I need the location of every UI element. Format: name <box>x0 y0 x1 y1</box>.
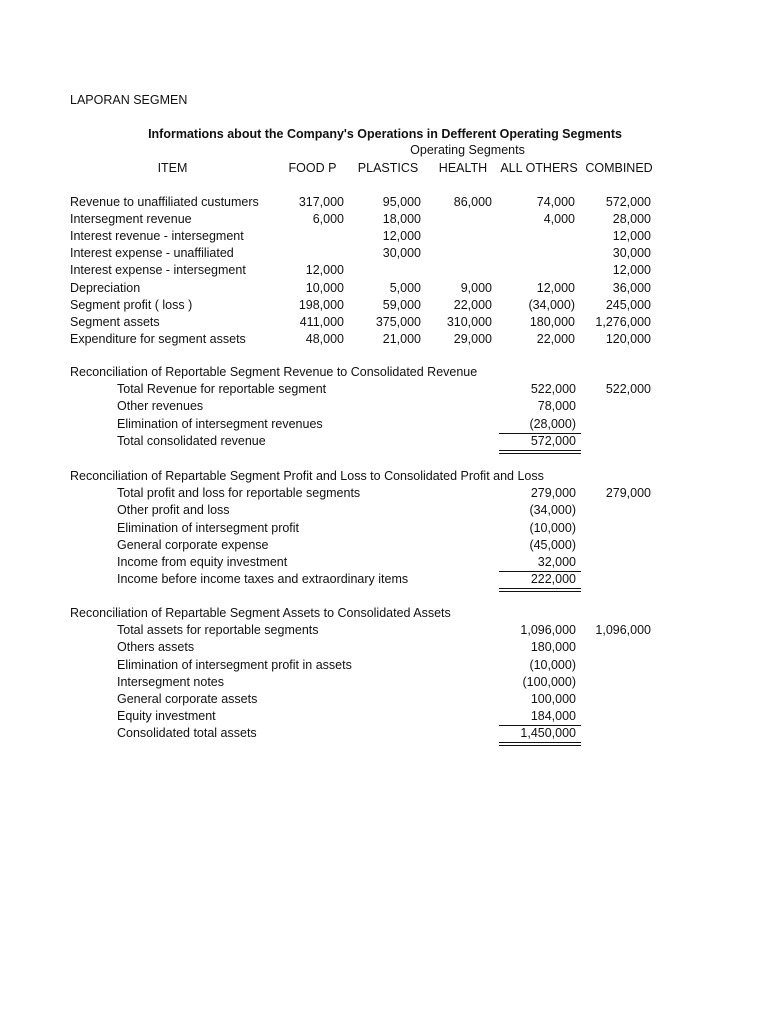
cell-combined: 572,000 <box>605 195 651 209</box>
reconciliation-label: Total consolidated revenue <box>117 433 266 448</box>
row-label: Depreciation <box>70 280 141 295</box>
reconciliation-label: Elimination of intersegment revenues <box>117 416 323 431</box>
total-rule-profit <box>499 571 581 572</box>
cell-health: 22,000 <box>453 297 492 312</box>
cell-food: 10,000 <box>305 280 344 295</box>
reconciliation-label: Consolidated total assets <box>117 726 257 741</box>
reconciliation-value: 78,000 <box>537 399 576 414</box>
cell-plastics: 375,000 <box>375 314 421 329</box>
reconciliation-combined: 1,096,000 <box>595 623 651 638</box>
column-header-plastics: PLASTICS <box>357 161 419 175</box>
row-label: Intersegment revenue <box>70 212 192 227</box>
row-label: Segment assets <box>70 314 160 329</box>
cell-plastics: 30,000 <box>382 246 421 261</box>
cell-all-others: (34,000) <box>528 297 575 312</box>
reconciliation-value: 32,000 <box>537 555 576 569</box>
table-subheading: Operating Segments <box>410 143 525 157</box>
reconciliation-value: (10,000) <box>529 657 576 672</box>
cell-combined: 245,000 <box>605 297 651 312</box>
reconciliation-label: Total Revenue for reportable segment <box>117 382 327 397</box>
page-title: LAPORAN SEGMEN <box>70 93 188 107</box>
reconciliation-combined: 279,000 <box>605 486 651 501</box>
reconciliation-value: 100,000 <box>530 692 576 706</box>
reconciliation-label: Income before income taxes and extraordinary items <box>117 572 409 587</box>
cell-food: 6,000 <box>312 212 344 227</box>
cell-combined: 36,000 <box>612 280 651 295</box>
reconciliation-value: (45,000) <box>529 537 576 552</box>
reconciliation-value: (34,000) <box>529 503 576 518</box>
row-label: Interest revenue - intersegment <box>70 229 244 244</box>
cell-plastics: 5,000 <box>389 280 421 295</box>
reconciliation-value: (10,000) <box>529 520 576 535</box>
row-label: Expenditure for segment assets <box>70 331 246 346</box>
total-double-rule-profit <box>499 588 581 589</box>
cell-health: 86,000 <box>453 195 492 209</box>
reconciliation-label: Equity investment <box>117 709 216 724</box>
column-header-all-others: ALL OTHERS <box>500 161 578 175</box>
reconciliation-value: 222,000 <box>530 572 576 587</box>
reconciliation-value: 180,000 <box>530 640 576 655</box>
column-header-health: HEALTH <box>438 161 488 175</box>
cell-health: 9,000 <box>460 280 492 295</box>
total-double-rule-revenue <box>499 453 581 454</box>
total-double-rule-assets <box>499 745 581 746</box>
reconciliation-label: Elimination of intersegment profit in assets <box>117 657 352 672</box>
reconciliation-title-revenue: Reconciliation of Reportable Segment Revenue to Consolidated Revenue <box>70 365 478 379</box>
total-rule-assets <box>499 725 581 726</box>
reconciliation-value: 572,000 <box>530 433 576 448</box>
reconciliation-label: Total profit and loss for reportable segments <box>117 486 361 501</box>
reconciliation-value: (100,000) <box>522 674 576 689</box>
reconciliation-label: Total assets for reportable segments <box>117 623 319 638</box>
reconciliation-label: Elimination of intersegment profit <box>117 520 300 535</box>
reconciliation-title-profit: Reconciliation of Repartable Segment Profit and Loss to Consolidated Profit and Loss <box>70 469 544 483</box>
cell-all-others: 12,000 <box>536 280 575 295</box>
cell-food: 411,000 <box>299 314 344 329</box>
column-header-combined: COMBINED <box>585 161 653 175</box>
column-header-item: ITEM <box>157 161 188 175</box>
row-label: Revenue to unaffiliated custumers <box>70 195 259 209</box>
cell-all-others: 180,000 <box>529 314 575 329</box>
reconciliation-value: 1,096,000 <box>520 623 576 638</box>
reconciliation-value: 522,000 <box>530 382 576 397</box>
total-double-rule-revenue <box>499 450 581 451</box>
row-label: Interest expense - intersegment <box>70 263 246 278</box>
cell-plastics: 95,000 <box>382 195 421 209</box>
reconciliation-label: Others assets <box>117 640 195 655</box>
reconciliation-value: (28,000) <box>529 416 576 431</box>
cell-health: 310,000 <box>446 314 492 329</box>
cell-combined: 120,000 <box>605 331 651 346</box>
cell-food: 48,000 <box>305 331 344 346</box>
row-label: Interest expense - unaffiliated <box>70 246 234 261</box>
reconciliation-value: 279,000 <box>530 486 576 501</box>
reconciliation-label: Other revenues <box>117 399 204 414</box>
column-header-food: FOOD P <box>288 161 337 175</box>
cell-health: 29,000 <box>453 331 492 346</box>
cell-all-others: 4,000 <box>543 212 575 227</box>
reconciliation-label: General corporate assets <box>117 692 258 706</box>
reconciliation-label: Intersegment notes <box>117 674 225 689</box>
reconciliation-label: General corporate expense <box>117 537 269 552</box>
total-double-rule-assets <box>499 742 581 743</box>
cell-plastics: 18,000 <box>382 212 421 227</box>
total-rule-revenue <box>499 433 581 434</box>
row-label: Segment profit ( loss ) <box>70 297 193 312</box>
reconciliation-combined: 522,000 <box>605 382 651 397</box>
reconciliation-label: Income from equity investment <box>117 555 288 569</box>
cell-plastics: 59,000 <box>382 297 421 312</box>
cell-food: 198,000 <box>298 297 344 312</box>
total-double-rule-profit <box>499 591 581 592</box>
reconciliation-value: 1,450,000 <box>520 726 576 741</box>
cell-food: 12,000 <box>305 263 344 278</box>
cell-plastics: 21,000 <box>382 331 421 346</box>
cell-all-others: 74,000 <box>536 195 575 209</box>
reconciliation-title-assets: Reconciliation of Repartable Segment Assets to Consolidated Assets <box>70 606 451 620</box>
reconciliation-value: 184,000 <box>530 709 576 724</box>
cell-combined: 30,000 <box>612 246 651 261</box>
cell-plastics: 12,000 <box>382 229 421 244</box>
cell-food: 317,000 <box>298 195 344 209</box>
table-heading: Informations about the Company's Operations in Defferent Operating Segments <box>148 127 622 141</box>
cell-combined: 12,000 <box>612 229 651 244</box>
reconciliation-label: Other profit and loss <box>117 503 230 518</box>
cell-combined: 12,000 <box>612 263 651 278</box>
cell-combined: 28,000 <box>612 212 651 227</box>
cell-combined: 1,276,000 <box>595 314 651 329</box>
cell-all-others: 22,000 <box>536 331 575 346</box>
